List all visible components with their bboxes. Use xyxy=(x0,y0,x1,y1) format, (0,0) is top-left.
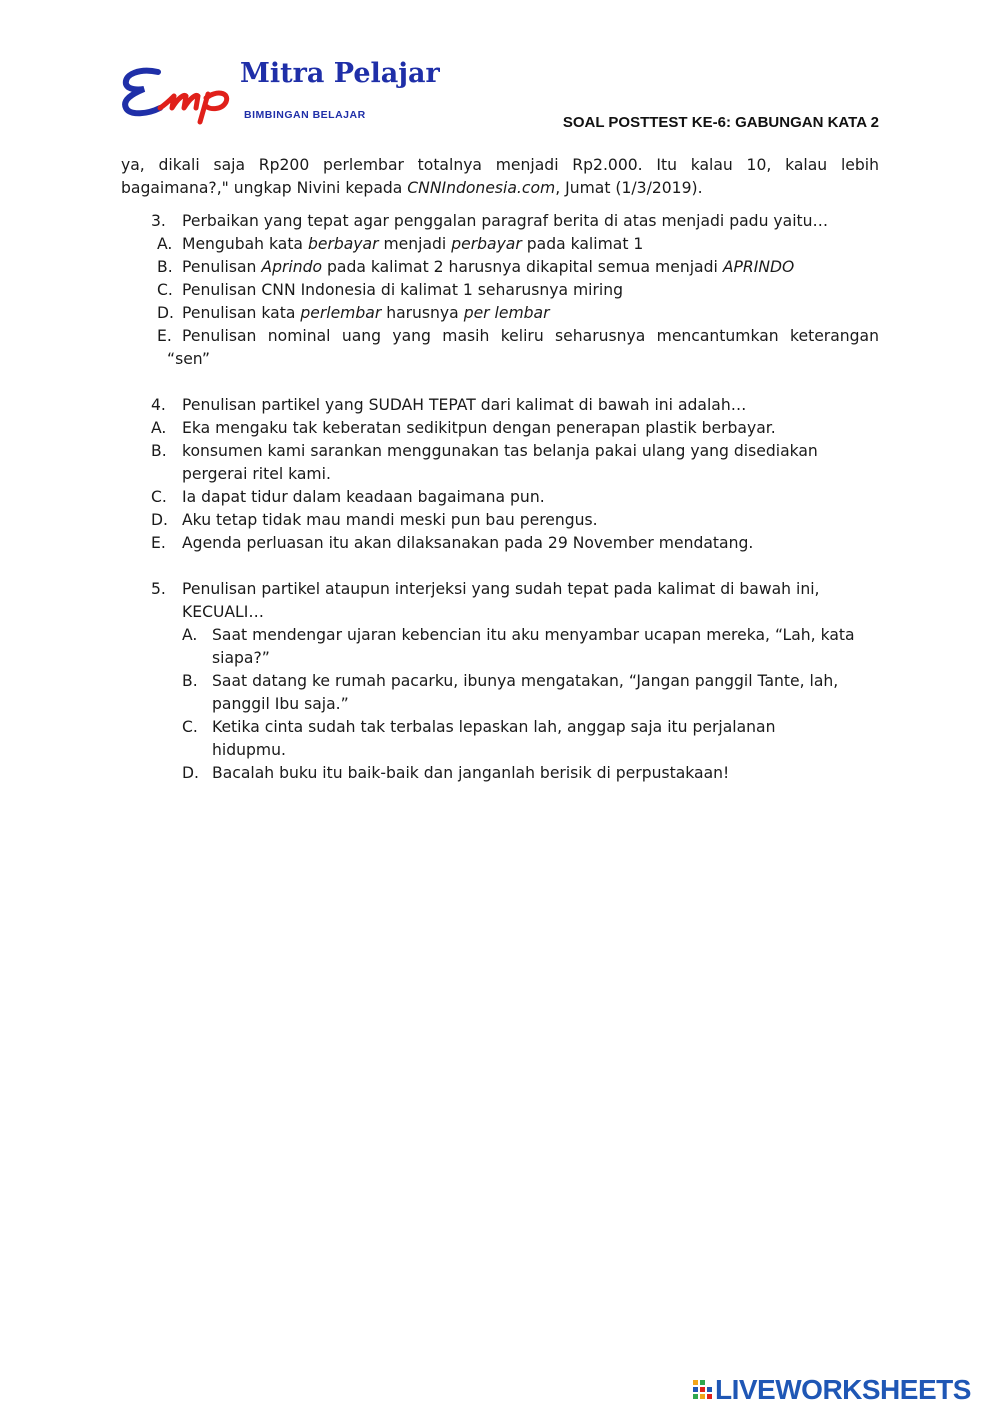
option-letter: C. xyxy=(151,488,167,506)
option-text: Ia dapat tidur dalam keadaan bagaimana pun. xyxy=(182,488,545,506)
question-5-stem xyxy=(121,578,879,624)
option-italic: perbayar xyxy=(451,235,522,253)
option-d[interactable] xyxy=(121,762,879,785)
option-text: Bacalah buku itu baik-baik dan janganlah berisik di perpustakaan! xyxy=(212,764,730,782)
option-e[interactable] xyxy=(121,532,879,555)
option-b[interactable] xyxy=(121,670,879,716)
option-italic: berbayar xyxy=(307,235,379,253)
option-text: Saat datang ke rumah pacarku, ibunya mengatakan, “Jangan panggil Tante, lah, panggil Ibu saja.” xyxy=(212,672,839,713)
option-text: konsumen kami sarankan menggunakan tas belanja pakai ulang yang disediakan pergerai ritel kami. xyxy=(182,442,818,483)
option-text: menjadi xyxy=(378,235,452,253)
option-text: Penulisan kata xyxy=(182,304,301,322)
brand-logo xyxy=(120,58,440,126)
option-b[interactable] xyxy=(121,256,879,279)
option-letter: D. xyxy=(157,304,174,322)
option-d[interactable] xyxy=(121,302,879,325)
option-text: pada kalimat 2 harusnya dikapital semua menjadi xyxy=(322,258,723,276)
option-text: Saat mendengar ujaran kebencian itu aku menyambar ucapan mereka, “Lah, kata siapa?” xyxy=(212,626,855,667)
question-text: Penulisan partikel ataupun interjeksi yang sudah tepat pada kalimat di bawah ini, KECUALI… xyxy=(182,580,820,621)
option-c[interactable] xyxy=(121,279,879,302)
liveworksheets-brand: LIVEWORKSHEETS xyxy=(715,1374,971,1405)
question-number: 5. xyxy=(151,580,166,598)
option-letter: B. xyxy=(182,672,198,690)
option-c[interactable] xyxy=(121,716,879,762)
option-text: Penulisan CNN Indonesia di kalimat 1 seharusnya miring xyxy=(182,281,624,299)
logo-subtitle: BIMBINGAN BELAJAR xyxy=(244,109,366,121)
option-letter: E. xyxy=(151,534,166,552)
option-letter: B. xyxy=(157,258,173,276)
question-text: Penulisan partikel yang SUDAH TEPAT dari kalimat di bawah ini adalah… xyxy=(182,396,747,414)
question-text: Perbaikan yang tepat agar penggalan paragraf berita di atas menjadi padu yaitu… xyxy=(182,212,829,230)
option-text: Mengubah kata xyxy=(182,235,308,253)
option-text: Penulisan nominal uang yang masih keliru seharusnya mencantumkan keterangan xyxy=(182,327,879,345)
option-text: Ketika cinta sudah tak terbalas lepaskan lah, anggap saja itu perjalanan hidupmu. xyxy=(212,718,776,759)
logo-title: Mitra Pelajar xyxy=(240,58,440,89)
option-italic: per lembar xyxy=(463,304,550,322)
option-d[interactable] xyxy=(121,509,879,532)
option-a[interactable] xyxy=(121,233,879,256)
option-letter: E. xyxy=(157,327,172,345)
option-letter: D. xyxy=(151,511,168,529)
intro-text-2: , Jumat (1/3/2019). xyxy=(555,179,703,197)
option-letter: C. xyxy=(182,718,198,736)
liveworksheets-grid-icon xyxy=(693,1380,713,1402)
intro-paragraph xyxy=(121,154,879,200)
option-text: Agenda perluasan itu akan dilaksanakan pada 29 November mendatang. xyxy=(182,534,754,552)
option-c[interactable] xyxy=(121,486,879,509)
question-number: 4. xyxy=(151,396,166,414)
question-4-stem xyxy=(121,394,879,417)
question-3 xyxy=(121,210,879,371)
option-letter: D. xyxy=(182,764,199,782)
question-5 xyxy=(121,578,879,785)
option-b[interactable] xyxy=(121,440,879,486)
option-text: Eka mengaku tak keberatan sedikitpun dengan penerapan plastik berbayar. xyxy=(182,419,776,437)
question-3-stem xyxy=(121,210,879,233)
question-number: 3. xyxy=(151,212,166,230)
option-text: pada kalimat 1 xyxy=(521,235,644,253)
worksheet-content xyxy=(121,154,879,785)
option-italic: Aprindo xyxy=(261,258,323,276)
option-letter: A. xyxy=(182,626,198,644)
intro-source: CNNIndonesia.com xyxy=(407,179,556,197)
option-italic: APRINDO xyxy=(722,258,795,276)
option-letter: C. xyxy=(157,281,173,299)
option-a[interactable] xyxy=(121,417,879,440)
option-e-continuation: “sen” xyxy=(167,350,210,368)
option-letter: A. xyxy=(157,235,173,253)
option-text: Aku tetap tidak mau mandi meski pun bau perengus. xyxy=(182,511,598,529)
option-text: harusnya xyxy=(381,304,464,322)
option-e[interactable] xyxy=(121,325,879,348)
option-a[interactable] xyxy=(121,624,879,670)
question-4 xyxy=(121,394,879,555)
option-text: Penulisan xyxy=(182,258,262,276)
option-letter: B. xyxy=(151,442,167,460)
emp-logo-mark-icon xyxy=(120,64,240,126)
intro-text-1: ya, dikali saja Rp200 perlembar totalnya menjadi Rp2.000. Itu kalau 10, kalau lebih bagaimana?," ungkap Nivini kepada xyxy=(121,156,879,197)
page-title: SOAL POSTTEST KE-6: GABUNGAN KATA 2 xyxy=(562,114,879,131)
option-italic: perlembar xyxy=(300,304,382,322)
option-letter: A. xyxy=(151,419,167,437)
